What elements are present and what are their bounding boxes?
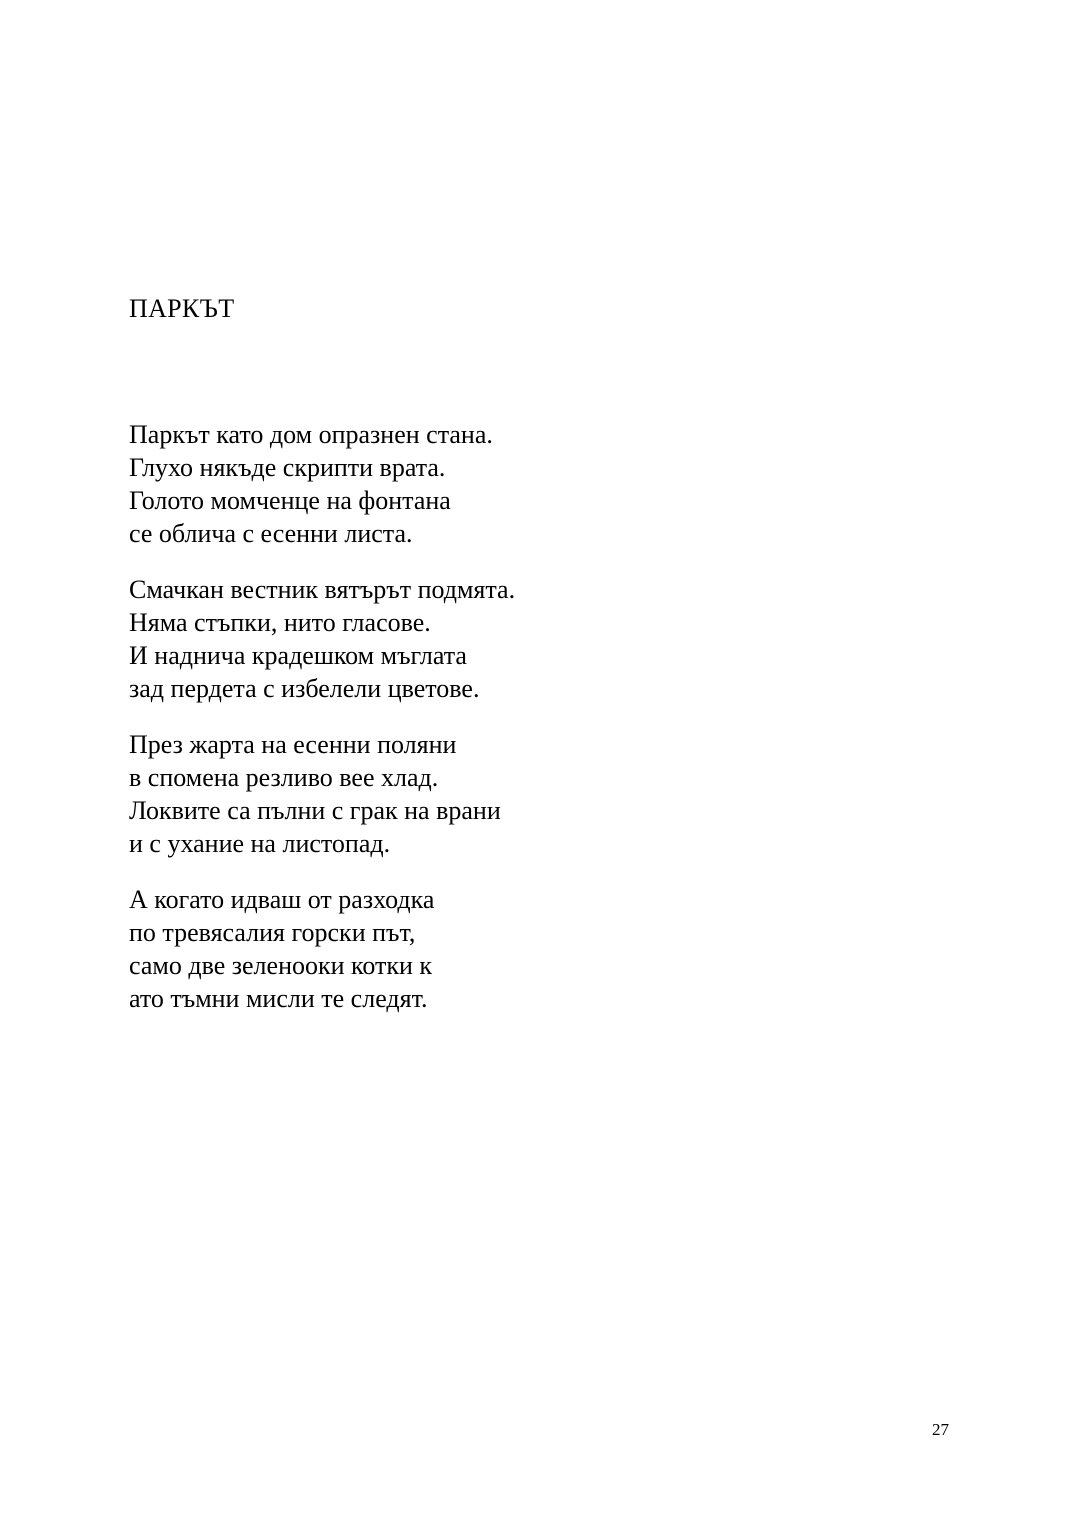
poem-line: и с ухание на листопад. xyxy=(129,829,391,858)
poem-line: А когато идваш от разходка xyxy=(129,885,435,914)
poem-line: по тревясалия горски път, xyxy=(129,918,416,947)
stanza-4 xyxy=(129,883,434,1015)
poem-title: ПАРКЪТ xyxy=(129,294,235,323)
poem-line: Голото момченце на фонтана xyxy=(129,486,451,515)
stanza-1 xyxy=(129,418,493,550)
poem-line: зад пердета с избелели цветове. xyxy=(129,674,480,703)
poem-line: И наднича крадешком мъглата xyxy=(129,641,467,670)
poem-line: Локвите са пълни с грак на врани xyxy=(129,796,501,825)
stanza-3 xyxy=(129,728,501,860)
poem-line: само две зеленооки котки к xyxy=(129,951,433,980)
poem-line: се облича с есенни листа. xyxy=(129,519,413,548)
poem-line: Паркът като дом опразнен стана. xyxy=(129,420,493,449)
page-number: 27 xyxy=(932,1420,949,1439)
poem-line: Смачкан вестник вятърът подмята. xyxy=(129,575,516,604)
poem-line: Глухо някъде скрипти врата. xyxy=(129,453,446,482)
stanza-2 xyxy=(129,573,515,705)
poem-line: ато тъмни мисли те следят. xyxy=(129,984,428,1013)
poem-line: в спомена резливо вее хлад. xyxy=(129,763,439,792)
poem-line: Няма стъпки, нито гласове. xyxy=(129,608,431,637)
poem-line: През жарта на есенни поляни xyxy=(129,730,457,759)
